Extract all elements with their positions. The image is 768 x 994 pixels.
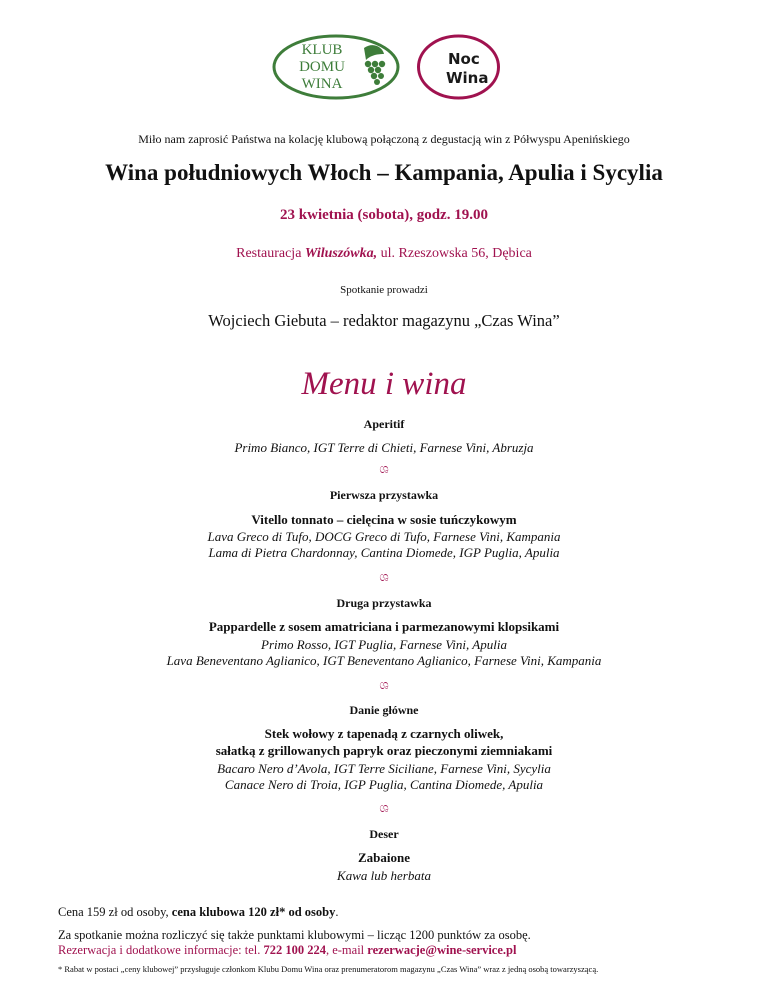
main-wine-2: Canace Nero di Troia, IGP Puglia, Cantina Diomede, Apulia bbox=[224, 777, 544, 792]
section-main-label: Danie główne bbox=[349, 703, 419, 717]
reservation-label: Rezerwacja i dodatkowe informacje: tel. bbox=[58, 943, 264, 957]
reservation-line bbox=[58, 943, 516, 958]
logo-line-1: KLUB bbox=[301, 42, 343, 58]
main-dish-line-1: Stek wołowy z tapenadą z czarnych oliwek, bbox=[264, 726, 504, 741]
event-venue bbox=[0, 246, 768, 262]
logo-group bbox=[272, 34, 502, 100]
main-dish-line-2: sałatką z grillowanych papryk oraz pieczonymi ziemniakami bbox=[215, 743, 553, 758]
course1-wine-1: Lava Greco di Tufo, DOCG Greco di Tufo, Farnese Vini, Kampania bbox=[207, 529, 561, 544]
venue-name: Wiluszówka, bbox=[304, 246, 378, 261]
section-course1-label: Pierwsza przystawka bbox=[329, 488, 439, 502]
dessert-dish: Zabaione bbox=[357, 850, 410, 865]
ornament-icon: ශ bbox=[379, 677, 389, 692]
course2-wine-2: Lava Beneventano Aglianico, IGT Beneventano Aglianico, Farnese Vini, Kampania bbox=[166, 653, 602, 668]
noc-wina-logo bbox=[416, 34, 501, 100]
footnote: * Rabat w postaci „ceny klubowej” przysługuje członkom Klubu Domu Wina oraz prenumeratorom magazynu „Czas Wina” wraz z jedną osobą towarzyszącą. bbox=[58, 964, 599, 974]
email-label: , e-mail bbox=[325, 943, 368, 957]
phone-link[interactable]: 722 100 224 bbox=[263, 943, 326, 957]
points-line: Za spotkanie można rozliczyć się także punktami klubowymi – licząc 1200 punktów za osobę. bbox=[58, 928, 531, 942]
event-date: 23 kwietnia (sobota), godz. 19.00 bbox=[280, 207, 488, 223]
ornament-icon: ශ bbox=[379, 461, 389, 476]
course1-dish: Vitello tonnato – cielęcina w sosie tuńczykowym bbox=[251, 512, 517, 527]
menu-title: Menu i wina bbox=[301, 366, 467, 402]
noc-line-2: Wina bbox=[446, 69, 489, 87]
email-link[interactable]: rezerwacje@wine-service.pl bbox=[367, 943, 517, 957]
section-dessert-label: Deser bbox=[369, 827, 399, 841]
ornament-icon: ශ bbox=[379, 800, 389, 815]
aperitif-wine: Primo Bianco, IGT Terre di Chieti, Farnese Vini, Abruzja bbox=[234, 440, 534, 455]
dessert-drink: Kawa lub herbata bbox=[337, 868, 431, 883]
venue-address: ul. Rzeszowska 56, Dębica bbox=[377, 246, 532, 261]
price-regular: Cena 159 zł od osoby, bbox=[58, 905, 172, 919]
main-wine-1: Bacaro Nero d’Avola, IGT Terre Siciliane, Farnese Vini, Sycylia bbox=[217, 761, 551, 776]
logo-line-2: DOMU bbox=[299, 59, 345, 75]
course2-dish: Pappardelle z sosem amatriciana i parmezanowymi klopsikami bbox=[208, 619, 560, 634]
invitation-text: Miło nam zaprosić Państwa na kolację klubową połączoną z degustacją win z Półwyspu Apenińskiego bbox=[138, 132, 630, 146]
course2-wine-1: Primo Rosso, IGT Puglia, Farnese Vini, Apulia bbox=[261, 637, 507, 652]
price-end: . bbox=[335, 905, 339, 919]
host-label: Spotkanie prowadzi bbox=[340, 284, 428, 296]
ornament-icon: ශ bbox=[379, 569, 389, 584]
event-title: Wina południowych Włoch – Kampania, Apulia i Sycylia bbox=[105, 160, 663, 185]
klub-domu-wina-logo bbox=[272, 34, 400, 100]
noc-line-1: Noc bbox=[448, 50, 480, 68]
logo-line-3: WINA bbox=[301, 76, 343, 92]
section-aperitif-label: Aperitif bbox=[363, 417, 405, 431]
course1-wine-2: Lama di Pietra Chardonnay, Cantina Diomede, IGP Puglia, Apulia bbox=[208, 545, 560, 560]
price-club: cena klubowa 120 zł* od osoby bbox=[171, 905, 336, 919]
venue-prefix: Restauracja bbox=[236, 246, 305, 261]
host-name: Wojciech Giebuta – redaktor magazynu „Czas Wina” bbox=[208, 311, 560, 330]
price-line bbox=[58, 905, 338, 920]
section-course2-label: Druga przystawka bbox=[336, 596, 432, 610]
